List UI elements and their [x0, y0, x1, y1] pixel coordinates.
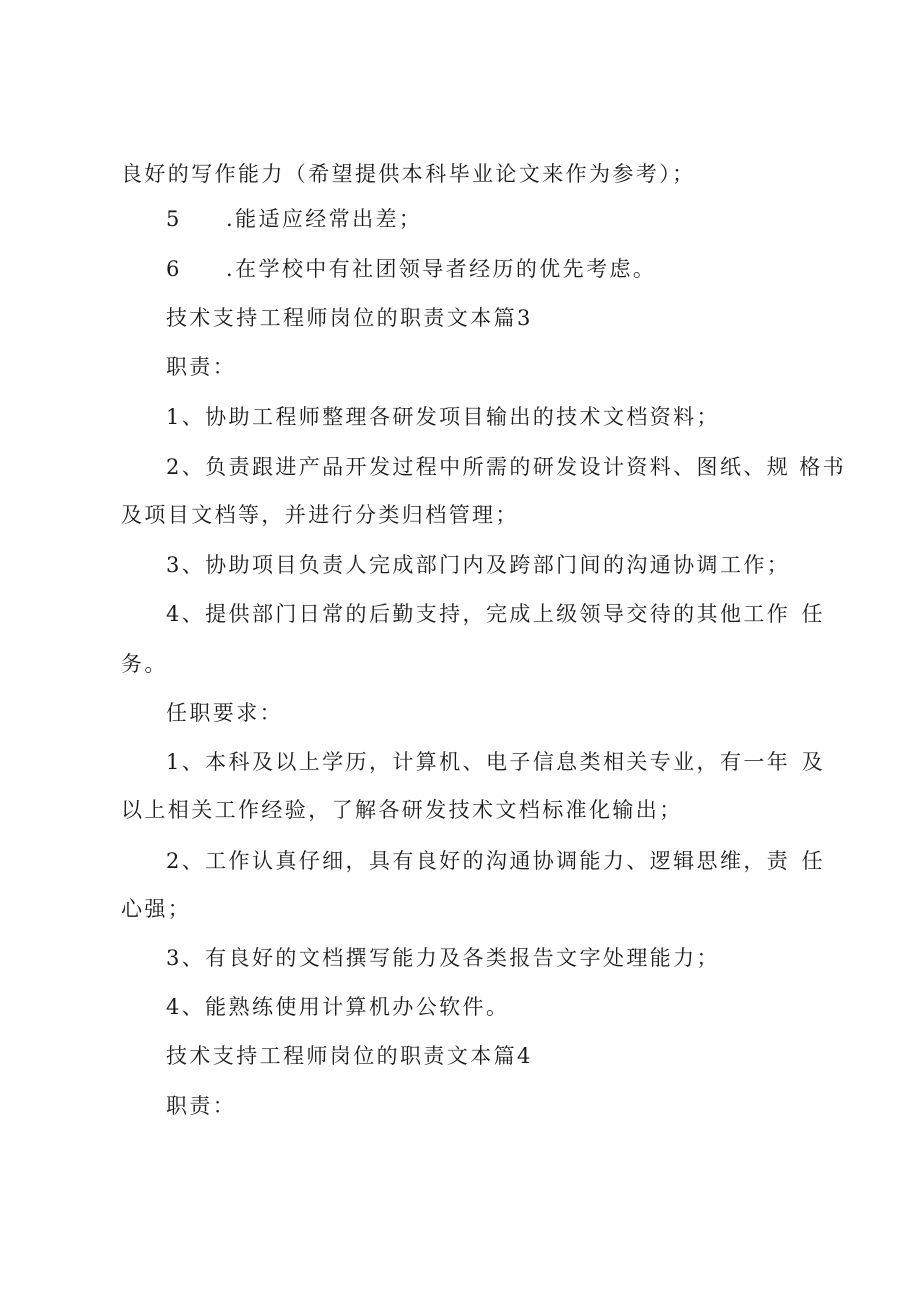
paragraph-line: 4、能熟练使用计算机办公软件。 [166, 995, 510, 1019]
paragraph-line: 3、协助项目负责人完成部门内及跨部门间的沟通协调工作； [166, 553, 791, 577]
paragraph-line: 务。 [121, 652, 168, 676]
line-end-text: 任 [801, 602, 825, 626]
subheading-requirements: 任职要求： [166, 701, 283, 725]
list-item-6 [166, 256, 825, 282]
subheading-duties: 职责： [166, 355, 237, 379]
line-main-text: 1、本科及以上学历，计算机、电子信息类相关专业，有一年 [166, 750, 791, 774]
paragraph-line [166, 601, 825, 627]
paragraph-line: 2、负责跟进产品开发过程中所需的研发设计资料、图纸、规 格书 [166, 455, 847, 479]
line-main-text: 2、工作认真仔细，具有良好的沟通协调能力、逻辑思维，责 [166, 849, 791, 873]
line-end-text: 任 [801, 849, 825, 873]
subheading-duties: 职责： [166, 1094, 237, 1118]
paragraph-line: 1、协助工程师整理各研发项目输出的技术文档资料； [166, 405, 720, 429]
list-text: .能适应经常出差； [226, 207, 423, 231]
paragraph-line [166, 848, 825, 874]
list-text: .在学校中有社团领导者经历的优先考虑。 [226, 257, 657, 281]
section-heading: 技术支持工程师岗位的职责文本篇4 [166, 1044, 533, 1068]
list-number: 5 [166, 207, 182, 231]
paragraph-line: 及项目文档等，并进行分类归档管理； [121, 503, 519, 527]
section-heading: 技术支持工程师岗位的职责文本篇3 [166, 306, 533, 330]
paragraph-line [166, 749, 825, 775]
list-number: 6 [166, 257, 182, 281]
list-item-5 [166, 206, 825, 232]
paragraph-line: 以上相关工作经验，了解各研发技术文档标准化输出； [121, 798, 683, 822]
paragraph-line: 良好的写作能力（希望提供本科毕业论文来作为参考）； [121, 162, 696, 186]
paragraph-line: 心强； [121, 897, 192, 921]
line-end-text: 及 [801, 750, 825, 774]
paragraph-line: 3、有良好的文档撰写能力及各类报告文字处理能力； [166, 946, 720, 970]
line-main-text: 4、提供部门日常的后勤支持，完成上级领导交待的其他工作 [166, 602, 791, 626]
